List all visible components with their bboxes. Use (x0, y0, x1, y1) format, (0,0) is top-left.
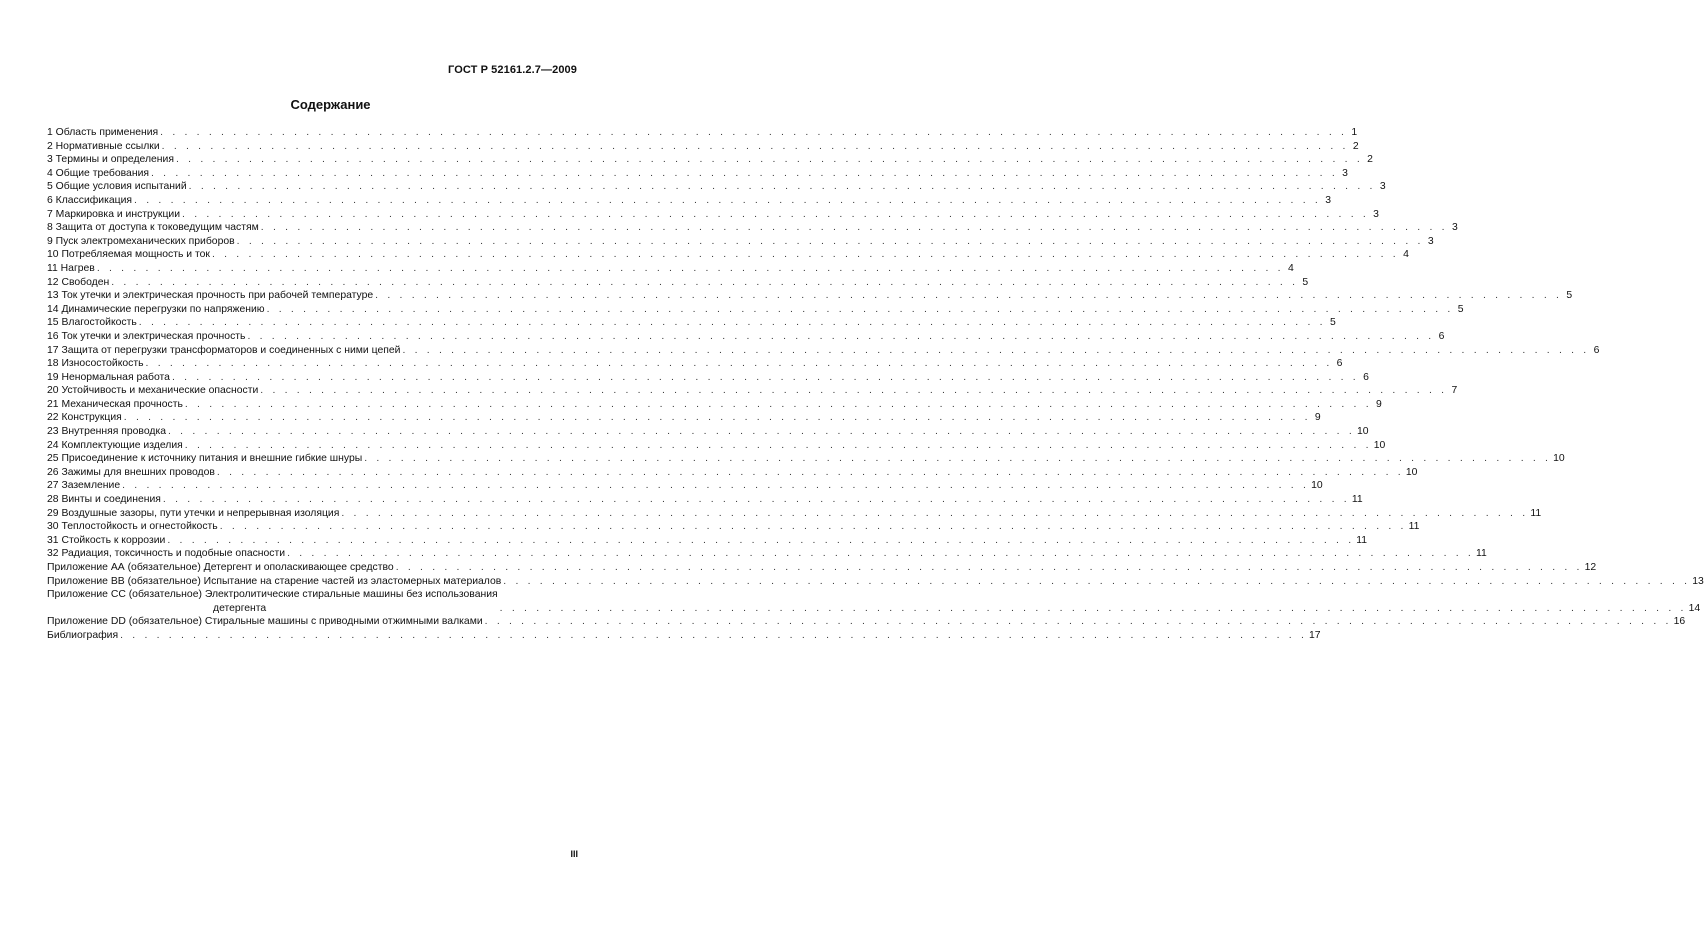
toc-entry (47, 466, 1418, 480)
toc-leader-dots: . . . . . . . . . . . . . . . . . . . . . . . . . . . . . . . . . . . . . . . . . . . . . . . . . . . . . . . . . . . . . . . . . . . . . . . . . . . . . . . . . . . . . . . . . . . . . . . . . . (161, 140, 1349, 152)
toc-entry-page: 3 (1373, 208, 1379, 220)
toc-entry-page: 6 (1336, 358, 1343, 370)
toc-entry-page: 10 (1311, 480, 1323, 492)
toc-entry-page: 5 (1566, 290, 1573, 302)
toc-leader-dots: . . . . . . . . . . . . . . . . . . . . . . . . . . . . . . . . . . . . . . . . . . . . . . . . . . . . . . . . . . . . . . . . . . . . . . . . . . . . . . . . . . . . . . . . . . . . . . . . . . (162, 494, 1350, 506)
toc-entry-title: 18 Износостойкость (47, 358, 144, 370)
toc-entry (47, 330, 1445, 344)
toc-entry-page: 10 (1405, 466, 1418, 478)
toc-leader-dots: . . . . . . . . . . . . . . . . . . . . . . . . . . . . . . . . . . . . . . . . . . . . . . . . . . . . . . . . . . . . . . . . . . . . . . . . . . . . . . . . . . . . . . . . . . . . . . . . . . (266, 303, 1454, 315)
toc-leader-dots: . . . . . . . . . . . . . . . . . . . . . . . . . . . . . . . . . . . . . . . . . . . . . . . . . . . . . . . . . . . . . . . . . . . . . . . . . . . . . . . . . . . . . . . . . . . . . . . . . . (211, 249, 1399, 261)
toc-entry-page: 3 (1342, 167, 1348, 179)
toc-entry-page: 5 (1302, 276, 1309, 288)
toc-entry (47, 371, 1369, 385)
toc-leader-dots: . . . . . . . . . . . . . . . . . . . . . . . . . . . . . . . . . . . . . . . . . . . . . . . . . . . . . . . . . . . . . . . . . . . . . . . . . . . . . . . . . . . . . . . . . . . . . . . . . . (219, 521, 1407, 533)
toc-entry (47, 561, 1597, 575)
toc-entry-page: 10 (1356, 426, 1369, 438)
toc-entry-title: 13 Ток утечки и электрическая прочность при рабочей температуре (47, 290, 374, 302)
toc-entry-title: 9 Пуск электромеханических приборов (47, 235, 235, 247)
toc-entry-title: 12 Свободен (47, 276, 110, 288)
toc-entry (47, 276, 1309, 290)
toc-entry-page: 7 (1451, 385, 1458, 397)
toc-entry-page: 3 (1379, 181, 1386, 193)
toc-entry (47, 398, 1382, 412)
toc-entry (47, 344, 1600, 358)
toc-leader-dots: . . . . . . . . . . . . . . . . . . . . . . . . . . . . . . . . . . . . . . . . . . . . . . . . . . . . . . . . . . . . . . . . . . . . . . . . . . . . . . . . . . . . . . . . . . . . . . . . . . (184, 398, 1372, 410)
toc-entry (47, 534, 1368, 548)
toc-leader-dots: . . . . . . . . . . . . . . . . . . . . . . . . . . . . . . . . . . . . . . . . . . . . . . . . . . . . . . . . . . . . . . . . . . . . . . . . . . . . . . . . . . . . . . . . . . . . . . . . . . (395, 562, 1583, 573)
toc-entry-page: 5 (1329, 317, 1336, 329)
toc-leader-dots: . . . . . . . . . . . . . . . . . . . . . . . . . . . . . . . . . . . . . . . . . . . . . . . . . . . . . . . . . . . . . . . . . . . . . . . . . . . . . . . . . . . . . . . . . . . . . . . . . . (175, 154, 1363, 166)
toc-leader-dots: . . . . . . . . . . . . . . . . . . . . . . . . . . . . . . . . . . . . . . . . . . . . . . . . . . . . . . . . . . . . . . . . . . . . . . . . . . . . . . . . . . . . . . . . . . . . . . . . . . (287, 548, 1475, 560)
toc-entry-page: 13 (1692, 575, 1704, 587)
toc-entry-title: Библиография (47, 629, 119, 641)
toc-entry (47, 316, 1336, 330)
page-title: Содержание (290, 97, 371, 112)
toc-entry (47, 575, 1704, 589)
toc-leader-dots: . . . . . . . . . . . . . . . . . . . . . . . . . . . . . . . . . . . . . . . . . . . . . . . . . . . . . . . . . . . . . . . . . . . . . . . . . . . . . . . . . . . . . . . . . . . . . . . . . . (503, 575, 1691, 587)
document-id: ГОСТ Р 52161.2.7—2009 (448, 64, 577, 76)
toc-entry-page: 17 (1309, 629, 1321, 641)
toc-entry-title: 4 Общие требования (47, 167, 149, 179)
toc-leader-dots: . . . . . . . . . . . . . . . . . . . . . . . . . . . . . . . . . . . . . . . . . . . . . . . . . . . . . . . . . . . . . . . . . . . . . . . . . . . . . . . . . . . . . . . . . . . . . . . . . . (364, 453, 1552, 465)
table-of-contents (47, 126, 1704, 643)
toc-entry-title: 6 Классификация (47, 194, 133, 206)
toc-leader-dots: . . . . . . . . . . . . . . . . . . . . . . . . . . . . . . . . . . . . . . . . . . . . . . . . . . . . . . . . . . . . . . . . . . . . . . . . . . . . . . . . . . . . . . . . . . . . . . . . . . (123, 412, 1311, 424)
toc-leader-dots: . . . . . . . . . . . . . . . . . . . . . . . . . . . . . . . . . . . . . . . . . . . . . . . . . . . . . . . . . . . . . . . . . . . . . . . . . . . . . . . . . . . . . . . . . . . . . . . . . . (151, 167, 1338, 179)
toc-entry-page: 6 (1363, 371, 1369, 383)
toc-leader-dots: . . . . . . . . . . . . . . . . . . . . . . . . . . . . . . . . . . . . . . . . . . . . . . . . . . . . . . . . . . . . . . . . . . . . . . . . . . . . . . . . . . . . . . . . . . . . . . . . . . (96, 262, 1284, 274)
toc-entry (47, 507, 1542, 521)
toc-leader-dots: . . . . . . . . . . . . . . . . . . . . . . . . . . . . . . . . . . . . . . . . . . . . . . . . . . . . . . . . . . . . . . . . . . . . . . . . . . . . . . . . . . . . . . . . . . . . . . . . . . (375, 290, 1563, 302)
toc-leader-dots: . . . . . . . . . . . . . . . . . . . . . . . . . . . . . . . . . . . . . . . . . . . . . . . . . . . . . . . . . . . . . . . . . . . . . . . . . . . . . . . . . . . . . . . . . . . . . . . . . . (138, 317, 1326, 329)
toc-entry (47, 180, 1386, 194)
toc-leader-dots: . . . . . . . . . . . . . . . . . . . . . . . . . . . . . . . . . . . . . . . . . . . . . . . . . . . . . . . . . . . . . . . . . . . . . . . . . . . . . . . . . . . . . . . . . . . . . . . . . . (484, 616, 1672, 628)
toc-entry-title: 1 Область применения (47, 127, 159, 138)
toc-entry-page: 6 (1438, 330, 1445, 342)
toc-entry-title: 23 Внутренняя проводка (47, 426, 166, 438)
toc-entry-title: 11 Нагрев (47, 262, 95, 274)
toc-entry-title: 10 Потребляемая мощность и ток (47, 249, 210, 261)
toc-entry-title: 22 Конструкция (47, 412, 122, 424)
toc-leader-dots: . . . . . . . . . . . . . . . . . . . . . . . . . . . . . . . . . . . . . . . . . . . . . . . . . . . . . . . . . . . . . . . . . . . . . . . . . . . . . . . . . . . . . . . . . . . . . . . . . . (182, 208, 1369, 220)
toc-leader-dots: . . . . . . . . . . . . . . . . . . . . . . . . . . . . . . . . . . . . . . . . . . . . . . . . . . . . . . . . . . . . . . . . . . . . . . . . . . . . . . . . . . . . . . . . . . . . . . . . . . (120, 629, 1308, 641)
toc-entry (47, 208, 1379, 222)
toc-leader-dots: . . . . . . . . . . . . . . . . . . . . . . . . . . . . . . . . . . . . . . . . . . . . . . . . . . . . . . . . . . . . . . . . . . . . . . . . . . . . . . . . . . . . . . . . . . . . . . . . . . (145, 358, 1333, 370)
toc-entry-page: 11 (1351, 494, 1363, 506)
toc-entry-title: Приложение АА (обязательное) Детергент и ополаскивающее средство (47, 562, 394, 573)
toc-entry-title: 29 Воздушные зазоры, пути утечки и непрерывная изоляция (47, 507, 340, 519)
toc-entry-title: 2 Нормативные ссылки (47, 140, 160, 152)
toc-entry-title: 14 Динамические перегрузки по напряжению (47, 303, 265, 315)
toc-leader-dots: . . . . . . . . . . . . . . . . . . . . . . . . . . . . . . . . . . . . . . . . . . . . . . . . . . . . . . . . . . . . . . . . . . . . . . . . . . . . . . . . . . . . . . . . . . . . . . . . . . (122, 480, 1310, 492)
toc-entry-page: 12 (1584, 562, 1597, 573)
toc-leader-dots: . . . . . . . . . . . . . . . . . . . . . . . . . . . . . . . . . . . . . . . . . . . . . . . . . . . . . . . . . . . . . . . . . . . . . . . . . . . . . . . . . . . . . . . . . . . . . . . . . . (402, 344, 1590, 356)
toc-entry-page: 10 (1373, 439, 1386, 451)
toc-entry (47, 493, 1363, 507)
toc-leader-dots: . . . . . . . . . . . . . . . . . . . . . . . . . . . . . . . . . . . . . . . . . . . . . . . . . . . . . . . . . . . . . . . . . . . . . . . . . . . . . . . . . . . . . . . . . . . . . . . . . . (160, 127, 1348, 138)
toc-entry-page: 3 (1325, 194, 1331, 206)
toc-leader-dots: . . . . . . . . . . . . . . . . . . . . . . . . . . . . . . . . . . . . . . . . . . . . . . . . . . . . . . . . . . . . . . . . . . . . . . . . . . . . . . . . . . . . . . . . . . . . . . . . . . (111, 276, 1299, 288)
page-number: III (570, 849, 578, 859)
toc-entry-page: 4 (1403, 249, 1409, 261)
toc-entry-page: 2 (1352, 140, 1359, 152)
toc-entry-page: 10 (1553, 453, 1565, 465)
toc-entry (47, 303, 1464, 317)
toc-entry (47, 411, 1321, 425)
toc-entry (47, 479, 1323, 493)
toc-entry (47, 357, 1343, 371)
toc-leader-dots: . . . . . . . . . . . . . . . . . . . . . . . . . . . . . . . . . . . . . . . . . . . . . . . . . . . . . . . . . . . . . . . . . . . . . . . . . . . . . . . . . . . . . . . . . . . . . . . . . . (188, 181, 1376, 193)
toc-leader-dots: . . . . . . . . . . . . . . . . . . . . . . . . . . . . . . . . . . . . . . . . . . . . . . . . . . . . . . . . . . . . . . . . . . . . . . . . . . . . . . . . . . . . . . . . . . . . . . . . . . (260, 222, 1448, 234)
toc-leader-dots: . . . . . . . . . . . . . . . . . . . . . . . . . . . . . . . . . . . . . . . . . . . . . . . . . . . . . . . . . . . . . . . . . . . . . . . . . . . . . . . . . . . . . . . . . . . . . . . . . . (216, 466, 1404, 478)
toc-entry-title: 32 Радиация, токсичность и подобные опасности (47, 548, 286, 560)
toc-entry-title: 5 Общие условия испытаний (47, 181, 187, 193)
toc-leader-dots: . . . . . . . . . . . . . . . . . . . . . . . . . . . . . . . . . . . . . . . . . . . . . . . . . . . . . . . . . . . . . . . . . . . . . . . . . . . . . . . . . . . . . . . . . . . . . . . . . . (184, 439, 1372, 451)
toc-entry-title: 16 Ток утечки и электрическая прочность (47, 330, 246, 342)
toc-entry (47, 167, 1348, 181)
toc-entry-title: Приложение DD (обязательное) Стиральные машины с приводными отжимными валками (47, 616, 483, 628)
toc-entry-page: 11 (1476, 548, 1487, 560)
toc-entry-title: 25 Присоединение к источнику питания и внешние гибкие шнуры (47, 453, 363, 465)
toc-entry (47, 140, 1359, 154)
toc-entry-page: 2 (1367, 154, 1373, 166)
toc-entry-page: 1 (1351, 127, 1358, 138)
toc-entry-page: 14 (1688, 602, 1701, 614)
toc-entry-page: 16 (1673, 616, 1686, 628)
toc-entry (47, 452, 1565, 466)
toc-entry-page: 11 (1356, 534, 1368, 546)
toc-entry-page: 5 (1457, 303, 1464, 315)
toc-entry-title: 7 Маркировка и инструкции (47, 208, 181, 220)
toc-entry-title: Приложение ВВ (обязательное) Испытание на старение частей из эластомерных материалов (47, 575, 502, 587)
toc-entry (47, 439, 1386, 453)
toc-entry (47, 153, 1373, 167)
toc-entry (47, 248, 1409, 262)
toc-entry-title-continued: детергента (213, 602, 267, 614)
toc-entry-page: 11 (1530, 507, 1542, 519)
toc-leader-dots: . . . . . . . . . . . . . . . . . . . . . . . . . . . . . . . . . . . . . . . . . . . . . . . . . . . . . . . . . . . . . . . . . . . . . . . . . . . . . . . . . . . . . . . . . . . . . . . . . . (168, 426, 1355, 438)
toc-entry-title: Приложение СС (обязательное) Электролитические стиральные машины без использования (47, 589, 498, 601)
toc-entry (47, 235, 1434, 249)
toc-leader-dots: . . . . . . . . . . . . . . . . . . . . . . . . . . . . . . . . . . . . . . . . . . . . . . . . . . . . . . . . . . . . . . . . . . . . . . . . . . . . . . . . . . . . . . . . . . . . . . . . . . (247, 330, 1435, 342)
toc-entry (47, 588, 1701, 615)
toc-entry-page: 9 (1314, 412, 1321, 424)
toc-entry-title: 15 Влагостойкость (47, 317, 137, 329)
toc-entry-title: 24 Комплектующие изделия (47, 439, 183, 451)
toc-leader-dots: . . . . . . . . . . . . . . . . . . . . . . . . . . . . . . . . . . . . . . . . . . . . . . . . . . . . . . . . . . . . . . . . . . . . . . . . . . . . . . . . . . . . . . . . . . . . . . . . . . (499, 602, 1687, 614)
toc-entry-page: 3 (1451, 222, 1458, 234)
toc-entry (47, 547, 1487, 561)
toc-entry-title: 28 Винты и соединения (47, 494, 161, 506)
toc-leader-dots: . . . . . . . . . . . . . . . . . . . . . . . . . . . . . . . . . . . . . . . . . . . . . . . . . . . . . . . . . . . . . . . . . . . . . . . . . . . . . . . . . . . . . . . . . . . . . . . . . . (134, 194, 1321, 206)
toc-entry (47, 262, 1294, 276)
toc-leader-dots: . . . . . . . . . . . . . . . . . . . . . . . . . . . . . . . . . . . . . . . . . . . . . . . . . . . . . . . . . . . . . . . . . . . . . . . . . . . . . . . . . . . . . . . . . . . . . . . . . . (260, 385, 1448, 397)
toc-entry (47, 289, 1573, 303)
toc-entry-title: 27 Заземление (47, 480, 121, 492)
toc-entry (47, 425, 1369, 439)
toc-entry (47, 629, 1321, 643)
toc-entry-page: 6 (1593, 344, 1600, 356)
toc-entry (47, 194, 1331, 208)
toc-entry-title: 21 Механическая прочность (47, 398, 183, 410)
toc-entry-page: 11 (1408, 521, 1420, 533)
toc-entry (47, 126, 1358, 140)
toc-entry-page: 3 (1427, 235, 1434, 247)
toc-entry (47, 520, 1420, 534)
toc-entry (47, 221, 1458, 235)
toc-entry-title: 20 Устойчивость и механические опасности (47, 385, 259, 397)
toc-entry-page: 9 (1376, 398, 1382, 410)
toc-entry-title: 26 Зажимы для внешних проводов (47, 466, 215, 478)
toc-entry-page: 4 (1287, 262, 1294, 274)
toc-entry-title: 19 Ненормальная работа (47, 371, 170, 383)
toc-entry-title: 31 Стойкость к коррозии (47, 534, 166, 546)
toc-entry-title: 17 Защита от перегрузки трансформаторов и соединенных с ними цепей (47, 344, 401, 356)
toc-entry-title: 3 Термины и определения (47, 154, 174, 166)
toc-entry-title: 30 Теплостойкость и огнестойкость (47, 521, 218, 533)
toc-leader-dots: . . . . . . . . . . . . . . . . . . . . . . . . . . . . . . . . . . . . . . . . . . . . . . . . . . . . . . . . . . . . . . . . . . . . . . . . . . . . . . . . . . . . . . . . . . . . . . . . . . (341, 507, 1529, 519)
toc-leader-dots: . . . . . . . . . . . . . . . . . . . . . . . . . . . . . . . . . . . . . . . . . . . . . . . . . . . . . . . . . . . . . . . . . . . . . . . . . . . . . . . . . . . . . . . . . . . . . . . . . . (236, 235, 1424, 247)
toc-entry (47, 384, 1458, 398)
toc-entry-title: 8 Защита от доступа к токоведущим частям (47, 222, 259, 234)
toc-leader-dots: . . . . . . . . . . . . . . . . . . . . . . . . . . . . . . . . . . . . . . . . . . . . . . . . . . . . . . . . . . . . . . . . . . . . . . . . . . . . . . . . . . . . . . . . . . . . . . . . . . (167, 534, 1355, 546)
toc-leader-dots: . . . . . . . . . . . . . . . . . . . . . . . . . . . . . . . . . . . . . . . . . . . . . . . . . . . . . . . . . . . . . . . . . . . . . . . . . . . . . . . . . . . . . . . . . . . . . . . . . . (171, 371, 1359, 383)
toc-entry (47, 615, 1686, 629)
